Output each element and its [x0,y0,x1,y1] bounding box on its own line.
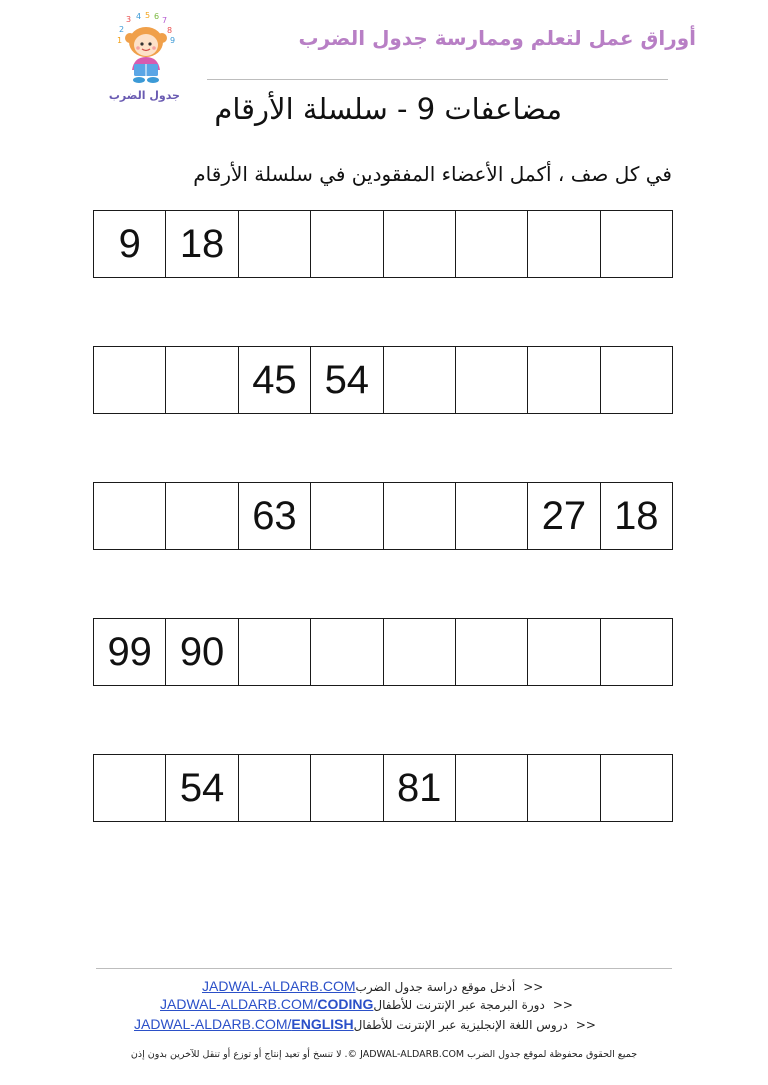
sequence-cell[interactable] [238,211,310,277]
sequence-cell[interactable]: 18 [165,211,237,277]
footer-link-english[interactable] [134,1016,354,1032]
footer-divider [96,968,672,969]
sequence-cell[interactable]: 9 [118,221,141,266]
sequence-cell[interactable] [527,619,599,685]
footer-arrows: >> [552,998,573,1012]
svg-text:6: 6 [154,12,160,21]
footer-link-label: دورة البرمجة عبر الإنترنت للأطفال [373,998,545,1012]
sequence-cell[interactable] [600,755,672,821]
number-sequence-row-1 [93,210,673,278]
sequence-cell[interactable] [600,619,672,685]
site-title: أوراق عمل لتعلم وممارسة جدول الضرب [298,26,696,50]
sequence-cell[interactable] [94,483,165,549]
sequence-cell[interactable] [238,619,310,685]
footer-arrows: >> [523,980,544,994]
footer-link-row-coding [160,996,581,1012]
sequence-cell[interactable] [527,211,599,277]
footer-link-site[interactable]: JADWAL-ALDARB.COM [202,978,356,994]
sequence-cell[interactable] [455,211,527,277]
sequence-cell[interactable] [383,619,455,685]
svg-text:5: 5 [145,12,151,20]
number-sequence-row-2 [93,346,673,414]
sequence-cell[interactable] [94,755,165,821]
footer-link-url-bold: ENGLISH [291,1016,354,1032]
number-sequence-row-3 [93,482,673,550]
sequence-cell[interactable] [310,483,382,549]
sequence-cell[interactable] [94,347,165,413]
sequence-cell[interactable]: 27 [527,483,599,549]
footer-arrows: >> [575,1018,596,1032]
sequence-cell[interactable] [527,347,599,413]
footer-link-coding[interactable] [160,996,373,1012]
sequence-cell[interactable]: 63 [238,483,310,549]
number-sequence-row-5 [93,754,673,822]
worksheet-instruction: في كل صف ، أكمل الأعضاء المفقودين في سلسلة الأرقام [193,162,672,186]
svg-text:4: 4 [136,12,142,21]
sequence-cell[interactable] [527,755,599,821]
sequence-cell[interactable] [383,347,455,413]
sequence-cell[interactable]: 45 [238,347,310,413]
sequence-cell[interactable] [455,483,527,549]
svg-text:7: 7 [162,16,168,25]
footer-link-row-site [202,978,551,994]
sequence-cell[interactable]: 54 [310,347,382,413]
logo-caption: جدول الضرب [108,89,180,102]
svg-text:8: 8 [167,26,173,35]
footer-link-url: JADWAL-ALDARB.COM/ [134,1016,292,1032]
site-logo[interactable] [108,12,180,102]
footer-link-url-bold: CODING [317,996,374,1012]
sequence-cell[interactable]: 90 [165,619,237,685]
sequence-cell[interactable] [310,211,382,277]
svg-text:9: 9 [170,36,176,45]
svg-text:2: 2 [119,25,125,34]
sequence-cell[interactable] [165,347,237,413]
footer-link-label: دروس اللغة الإنجليزية عبر الإنترنت للأطفال [353,1018,568,1032]
header-divider [207,79,668,80]
sequence-cell[interactable]: 99 [107,629,152,674]
copyright-notice: جميع الحقوق محفوظة لموقع جدول الضرب JADWAL-ALDARB.COM ©. لا تنسخ أو تعيد إنتاج أو توزع أو تنقل للآخرين بدون إذن [130,1049,638,1060]
sequence-cell[interactable] [310,619,382,685]
logo-girl-icon [112,12,180,86]
sequence-cell[interactable]: 18 [600,483,672,549]
sequence-cell[interactable] [600,347,672,413]
sequence-cell[interactable] [383,211,455,277]
sequence-cell[interactable] [238,755,310,821]
svg-text:3: 3 [126,15,132,24]
sequence-cell[interactable]: 81 [383,755,455,821]
worksheet-title: مضاعفات 9 - سلسلة الأرقام [214,92,562,126]
svg-text:1: 1 [117,36,123,45]
sequence-cell[interactable]: 54 [165,755,237,821]
sequence-cell[interactable] [455,347,527,413]
number-sequence-row-4 [93,618,673,686]
footer-link-row-english [134,1016,604,1032]
sequence-cell[interactable] [310,755,382,821]
sequence-cell[interactable] [455,619,527,685]
sequence-cell[interactable] [165,483,237,549]
footer-link-url: JADWAL-ALDARB.COM/ [160,996,318,1012]
sequence-cell[interactable] [383,483,455,549]
sequence-cell[interactable] [455,755,527,821]
sequence-cell[interactable] [600,211,672,277]
footer-link-label: أدخل موقع دراسة جدول الضرب [355,980,516,994]
